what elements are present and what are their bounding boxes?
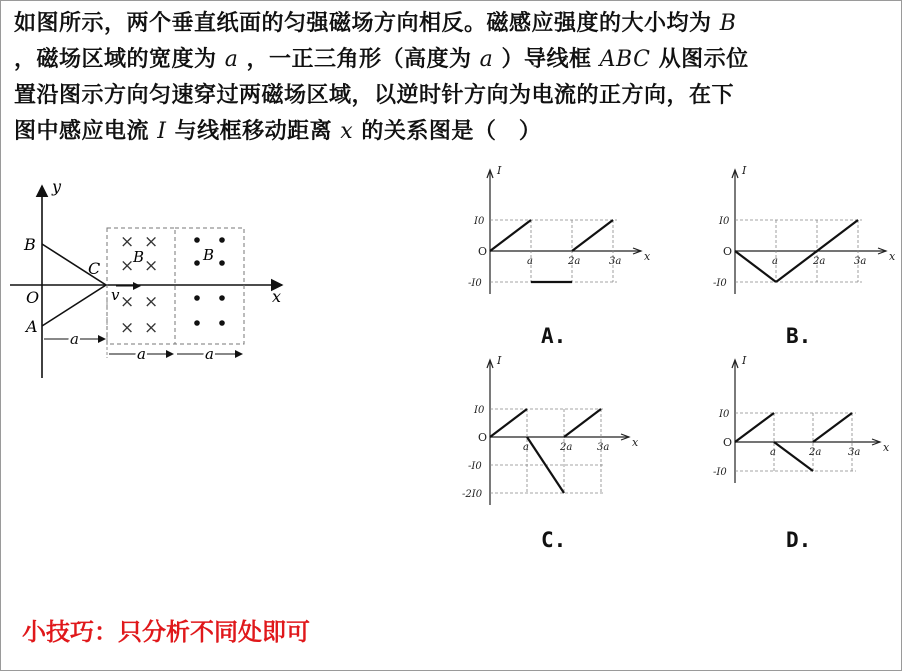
question-line-4: 图中感应电流 I 与线框移动距离 x 的关系图是（ ） <box>14 119 542 144</box>
graph-0-x-tick-label: a <box>527 256 533 267</box>
width-label-1: a <box>70 330 79 348</box>
field-label-1: B <box>133 248 145 266</box>
tip-text: 小技巧：只分析不同处即可 <box>22 618 310 646</box>
svg-text:×: × <box>120 318 135 338</box>
graph-2-y-tick-label: I0 <box>474 405 485 416</box>
graph-3-y-label: I <box>742 354 747 367</box>
vertex-a-label: A <box>26 317 38 336</box>
graph-2-y-tick-label: -2I0 <box>462 489 483 500</box>
graph-0-y-tick-label: -I0 <box>468 278 482 289</box>
graph-3-segment-1 <box>774 442 813 471</box>
graph-1-y-tick-label: -I0 <box>713 278 727 289</box>
graph-3-origin-label: O <box>723 436 733 449</box>
graph-2-origin-label: O <box>478 431 488 444</box>
graph-0-x-tick-label: 2a <box>568 256 581 267</box>
y-axis-label: y <box>52 177 62 196</box>
width-label-2: a <box>137 345 146 363</box>
graph-2-x-tick-label: 3a <box>597 442 610 453</box>
graph-3-segment-0 <box>735 413 774 442</box>
width-label-3: a <box>205 345 214 363</box>
svg-text:×: × <box>120 232 135 252</box>
svg-text:×: × <box>144 232 159 252</box>
graph-2-x-tick-label: 2a <box>560 442 573 453</box>
svg-text:×: × <box>144 292 159 312</box>
question-line-2: ，磁场区域的宽度为 a ，一正三角形（高度为 a ）导线框 ABC 从图示位 <box>14 47 749 72</box>
graph-0-origin-label: O <box>478 245 488 258</box>
graph-1-x-label: x <box>889 250 896 263</box>
field-label-2: B <box>203 246 215 264</box>
question-line-3: 置沿图示方向匀速穿过两磁场区域，以逆时针方向为电流的正方向，在下 <box>14 83 735 108</box>
graph-3-x-tick-label: 2a <box>809 447 822 458</box>
graph-0-y-label: I <box>497 164 502 177</box>
graph-1-origin-label: O <box>723 245 733 258</box>
svg-text:×: × <box>120 256 135 276</box>
graph-3-x-tick-label: a <box>770 447 776 458</box>
graph-2-segment-0 <box>490 409 527 437</box>
option-a-label[interactable]: A. <box>541 324 567 348</box>
graph-3-x-label: x <box>883 441 890 454</box>
graph-0-segment-0 <box>490 220 531 251</box>
graph-0-y-tick-label: I0 <box>474 216 485 227</box>
origin-label: O <box>26 288 40 307</box>
graph-0-x-label: x <box>644 250 651 263</box>
graph-1-y-tick-label: I0 <box>719 216 730 227</box>
svg-text:×: × <box>120 292 135 312</box>
graph-2-x-label: x <box>632 436 639 449</box>
graph-1-x-tick-label: 3a <box>854 256 867 267</box>
question-line-1: 如图所示，两个垂直纸面的匀强磁场方向相反。磁感应强度的大小均为 B <box>14 11 737 36</box>
graph-1-y-label: I <box>742 164 747 177</box>
option-d-label[interactable]: D. <box>786 528 812 552</box>
velocity-label: v <box>111 286 120 304</box>
x-axis-label: x <box>272 287 282 306</box>
graph-1-segment-0 <box>735 251 776 282</box>
option-c-label[interactable]: C. <box>541 528 567 552</box>
option-b-label[interactable]: B. <box>786 324 812 348</box>
graph-0-x-tick-label: 3a <box>609 256 622 267</box>
svg-text:×: × <box>144 256 159 276</box>
graph-2-x-tick-label: a <box>523 442 529 453</box>
graph-3-y-tick-label: -I0 <box>713 467 727 478</box>
svg-text:×: × <box>144 318 159 338</box>
vertex-c-label: C <box>88 259 101 278</box>
graph-3-segment-2 <box>813 413 852 442</box>
graph-2-segment-2 <box>564 409 601 437</box>
vertex-b-label: B <box>24 235 36 254</box>
graph-0-segment-2 <box>572 220 613 251</box>
graph-3-y-tick-label: I0 <box>719 409 730 420</box>
graph-2-y-label: I <box>497 354 502 367</box>
graph-3-x-tick-label: 3a <box>848 447 861 458</box>
graph-1-x-tick-label: a <box>772 256 778 267</box>
graph-1-x-tick-label: 2a <box>813 256 826 267</box>
graph-2-y-tick-label: -I0 <box>468 461 482 472</box>
